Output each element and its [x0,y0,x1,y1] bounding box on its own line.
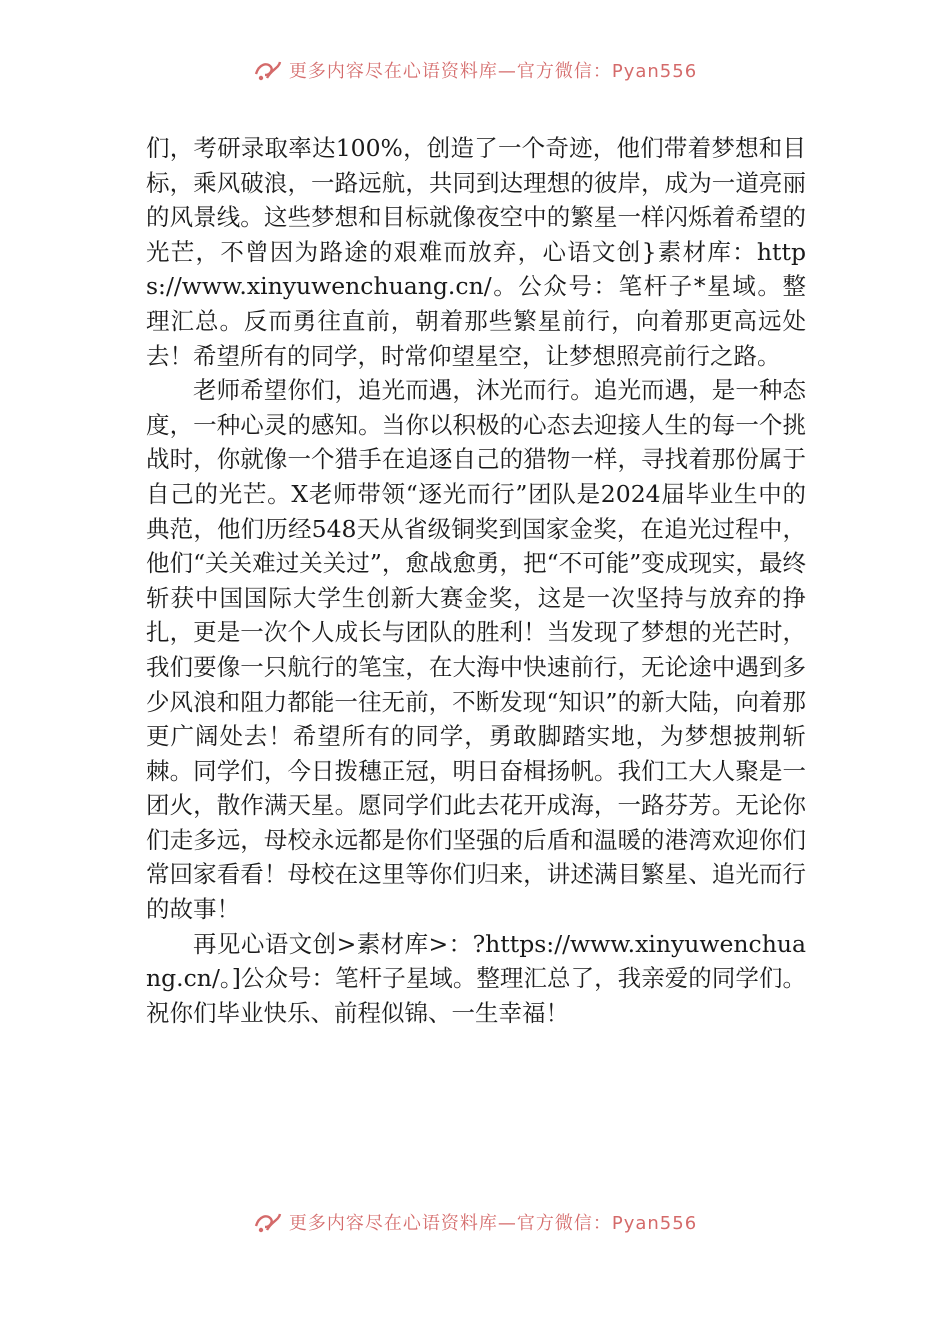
footer-banner [0,1208,950,1236]
paragraph-2: 老师希望你们，追光而遇，沐光而行。追光而遇，是一种态度，一种心灵的感知。当你以积极的心态去迎接人生的每一个挑战时，你就像一个猎手在追逐自己的猎物一样，寻找着那份属于自己的光芒。X老师带领“逐光而行”团队是2024届毕业生中的典范，他们历经548天从省级铜奖到国家金奖，在追光过程中，他们“关关难过关关过”，愈战愈勇，把“不可能”变成现实，最终斩获中国国际大学生创新大赛金奖，这是一次坚持与放弃的挣扎，更是一次个人成长与团队的胜利！当发现了梦想的光芒时，我们要像一只航行的笔宝，在大海中快速前行，无论途中遇到多少风浪和阻力都能一往无前，不断发现“知识”的新大陆，向着那更广阔处去！希望所有的同学，勇敢脚踏实地，为梦想披荆斩棘。同学们，今日拨穗正冠，明日奋楫扬帆。我们工大人聚是一团火，散作满天星。愿同学们此去花开成海，一路芬芳。无论你们走多远，母校永远都是你们坚强的后盾和温暖的港湾欢迎你们常回家看看！母校在这里等你们归来，讲述满目繁星、追光而行的故事！ [146,376,806,924]
footer-banner-text: 更多内容尽在心语资料库—官方微信：Pyan556 [288,1213,698,1234]
logo-icon [253,58,283,82]
paragraph-3: 再见心语文创>素材库>：?https://www.xinyuwenchuang.cn/。]公众号：笔杆子星域。整理汇总了，我亲爱的同学们。祝你们毕业快乐、前程似锦、一生幸福！ [146,929,806,1027]
paragraph-1: 们，考研录取率达100%，创造了一个奇迹，他们带着梦想和目标，乘风破浪，一路远航，共同到达理想的彼岸，成为一道亮丽的风景线。这些梦想和目标就像夜空中的繁星一样闪烁着希望的光芒，不曾因为路途的艰难而放弃，心语文创}素材库：https://www.xinyuwenchuang.cn/。公众号：笔杆子*星域。整理汇总。反而勇往直前，朝着那些繁星前行，向着那更高远处去！希望所有的同学，时常仰望星空，让梦想照亮前行之路。 [146,134,806,370]
header-banner [0,56,950,84]
document-body [146,131,806,1030]
header-banner-text: 更多内容尽在心语资料库—官方微信：Pyan556 [288,61,698,82]
logo-icon [253,1210,283,1234]
